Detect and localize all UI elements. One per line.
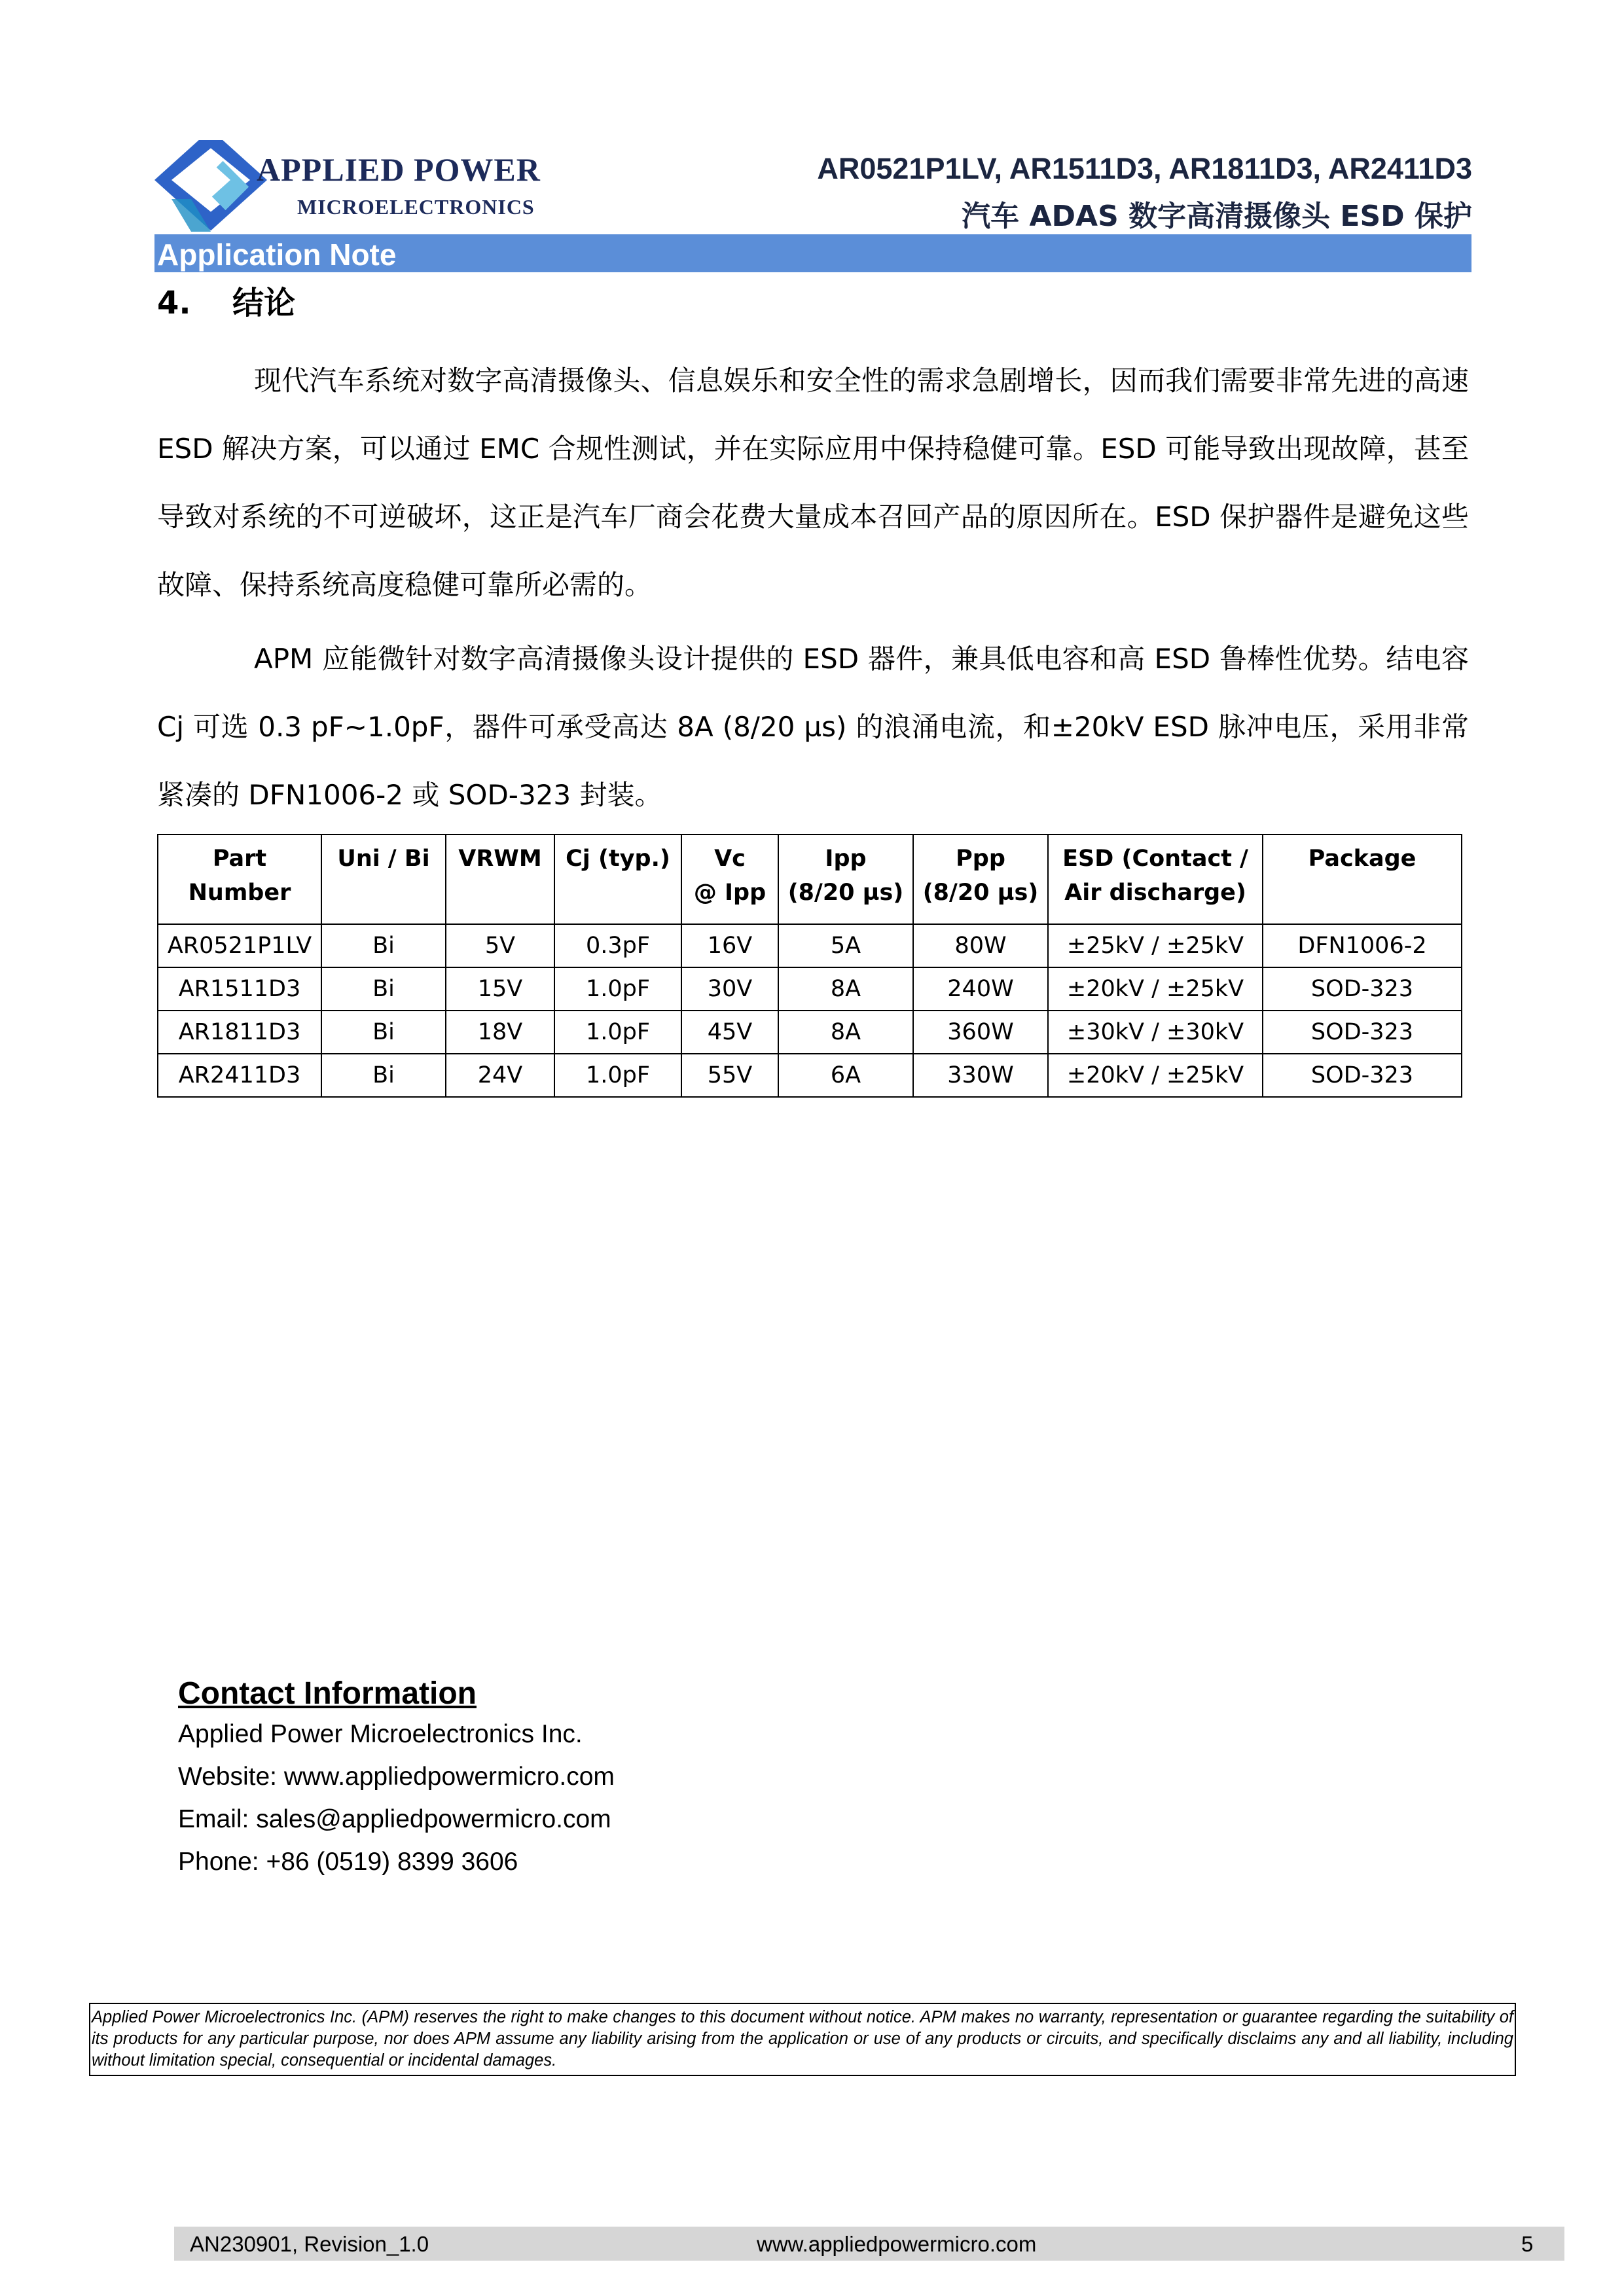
cell-part: AR1511D3 (158, 967, 321, 1011)
application-note-label: Application Note (157, 238, 397, 272)
contact-email[interactable]: Email: sales@appliedpowermicro.com (178, 1805, 611, 1833)
cell-vrwm: 18V (446, 1011, 554, 1054)
header-ipp: Ipp (8/20 µs) (778, 834, 913, 924)
table-row (158, 1054, 1462, 1097)
cell-part: AR1811D3 (158, 1011, 321, 1054)
cell-vc: 16V (681, 924, 778, 967)
application-note-bar (154, 234, 1471, 272)
cell-cj: 0.3pF (554, 924, 681, 967)
company-logo (152, 140, 541, 232)
header-vrwm: VRWM (446, 834, 554, 924)
cell-uni-bi: Bi (321, 924, 446, 967)
cell-esd: ±20kV / ±25kV (1048, 1054, 1263, 1097)
table-row (158, 1011, 1462, 1054)
cell-part: AR2411D3 (158, 1054, 321, 1097)
cell-uni-bi: Bi (321, 1011, 446, 1054)
paragraph-products: APM 应能微针对数字高清摄像头设计提供的 ESD 器件，兼具低电容和高 ESD 鲁棒性优势。结电容 Cj 可选 0.3 pF~1.0pF，器件可承受高达 8A (8/20 µs) 的浪涌电流，和±20kV ESD 脉冲电压，采用非常紧凑的 DFN1006-2 或 SOD-323 封装。 (157, 643, 1469, 811)
header-subtitle: 汽车 ADAS 数字高清摄像头 ESD 保护 (962, 200, 1472, 233)
cell-vrwm: 15V (446, 967, 554, 1011)
cell-ppp: 240W (913, 967, 1048, 1011)
header-cj: Cj (typ.) (554, 834, 681, 924)
cell-package: SOD-323 (1263, 1011, 1462, 1054)
header-package: Package (1263, 834, 1462, 924)
cell-vc: 45V (681, 1011, 778, 1054)
logo-diamond-icon (152, 140, 270, 232)
contact-title: Contact Information (178, 1676, 477, 1711)
header-vc: Vc @ Ipp (681, 834, 778, 924)
contact-phone: Phone: +86 (0519) 8399 3606 (178, 1848, 518, 1876)
cell-package: SOD-323 (1263, 967, 1462, 1011)
cell-uni-bi: Bi (321, 967, 446, 1011)
cell-ppp: 360W (913, 1011, 1048, 1054)
footer-website[interactable]: www.appliedpowermicro.com (757, 2232, 1037, 2256)
table-row (158, 967, 1462, 1011)
cell-ipp: 5A (778, 924, 913, 967)
paragraph-intro: 现代汽车系统对数字高清摄像头、信息娱乐和安全性的需求急剧增长，因而我们需要非常先进的高速 ESD 解决方案，可以通过 EMC 合规性测试，并在实际应用中保持稳健可靠。ESD 可能导致出现故障，甚至导致对系统的不可逆破坏，这正是汽车厂商会花费大量成本召回产品的原因所在。ESD 保护器件是避免这些故障、保持系统高度稳健可靠所必需的。 (157, 365, 1469, 601)
cell-esd: ±30kV / ±30kV (1048, 1011, 1263, 1054)
cell-vc: 55V (681, 1054, 778, 1097)
cell-uni-bi: Bi (321, 1054, 446, 1097)
section-number: 4. (157, 285, 191, 321)
cell-cj: 1.0pF (554, 1054, 681, 1097)
header-ppp: Ppp (8/20 µs) (913, 834, 1048, 924)
table-header-row (158, 834, 1462, 924)
cell-package: SOD-323 (1263, 1054, 1462, 1097)
header-uni-bi: Uni / Bi (321, 834, 446, 924)
header-part-numbers: AR0521P1LV, AR1511D3, AR1811D3, AR2411D3 (817, 152, 1472, 185)
contact-company: Applied Power Microelectronics Inc. (178, 1720, 583, 1748)
cell-vrwm: 5V (446, 924, 554, 967)
cell-ppp: 330W (913, 1054, 1048, 1097)
cell-cj: 1.0pF (554, 967, 681, 1011)
disclaimer-box: Applied Power Microelectronics Inc. (APM) reserves the right to make changes to this document without notice. APM makes no warranty, representation or guarantee regarding the suitability of its products for any particular purpose, nor does APM assume any liability arising from the application or use of any products or circuits, and specifically disclaims any and all liability, including without limitation special, consequential or incidental damages. (89, 2003, 1516, 2076)
cell-ipp: 8A (778, 1011, 913, 1054)
cell-vc: 30V (681, 967, 778, 1011)
product-spec-table (157, 834, 1462, 1098)
section-heading (157, 278, 295, 323)
header-esd: ESD (Contact / Air discharge) (1048, 834, 1263, 924)
cell-esd: ±20kV / ±25kV (1048, 967, 1263, 1011)
cell-cj: 1.0pF (554, 1011, 681, 1054)
cell-ipp: 6A (778, 1054, 913, 1097)
footer-page-number: 5 (1521, 2232, 1534, 2256)
header-part-number: Part Number (158, 834, 321, 924)
logo-text-division: MICROELECTRONICS (297, 195, 535, 219)
table-row (158, 924, 1462, 967)
section-title: 结论 (232, 285, 296, 321)
cell-ppp: 80W (913, 924, 1048, 967)
footer-doc-id: AN230901, Revision_1.0 (190, 2232, 429, 2256)
cell-ipp: 8A (778, 967, 913, 1011)
cell-esd: ±25kV / ±25kV (1048, 924, 1263, 967)
footer-bar (174, 2227, 1564, 2261)
cell-vrwm: 24V (446, 1054, 554, 1097)
logo-text-company: APPLIED POWER (257, 151, 541, 188)
cell-package: DFN1006-2 (1263, 924, 1462, 967)
cell-part: AR0521P1LV (158, 924, 321, 967)
contact-website[interactable]: Website: www.appliedpowermicro.com (178, 1763, 615, 1791)
